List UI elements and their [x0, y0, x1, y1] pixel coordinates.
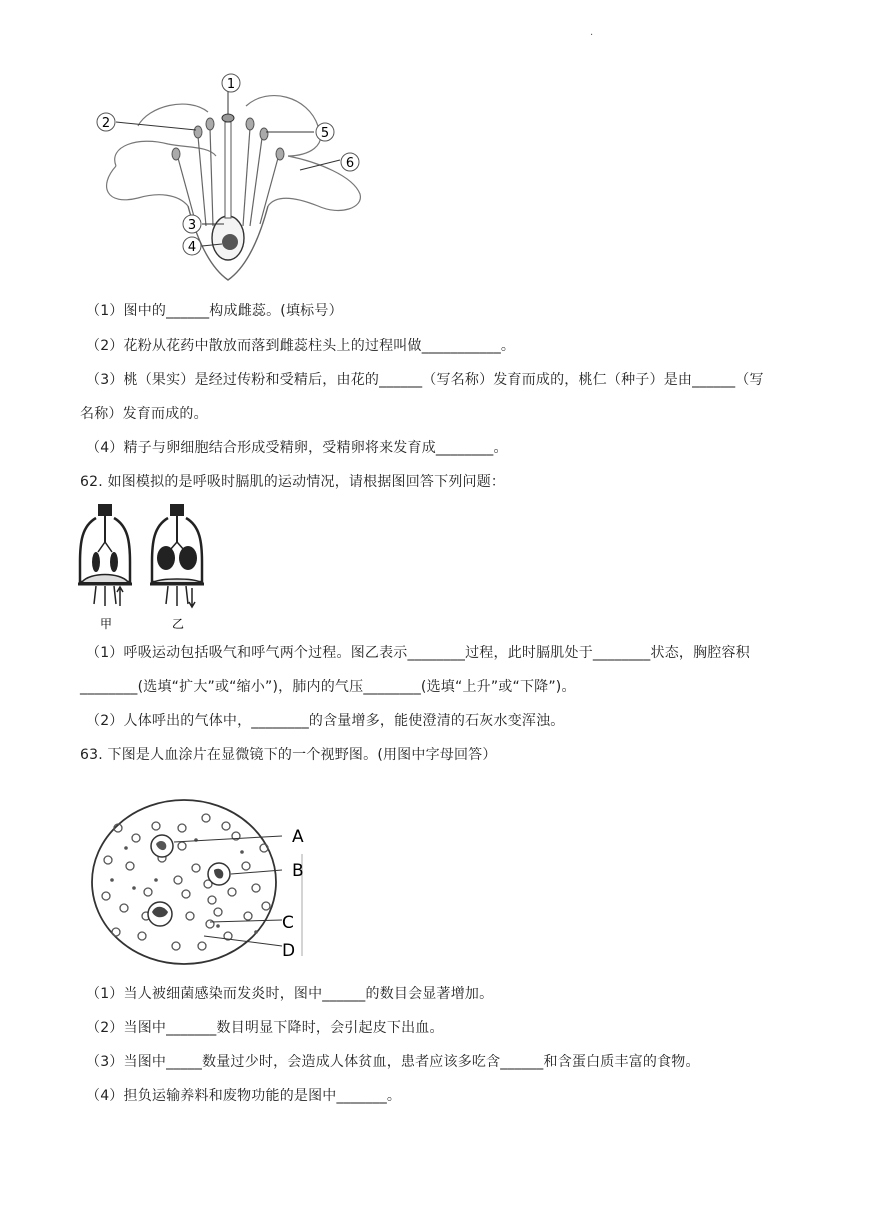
- jar-caption-yi: 乙: [171, 617, 185, 631]
- q61-item-3-cont: 名称）发育而成的。: [80, 406, 208, 422]
- flower-label-5: 5: [320, 126, 330, 141]
- q61-item-2: （2）花粉从花药中散放而落到雌蕊柱头上的过程叫做___________。: [86, 338, 516, 354]
- q63-item-4: （4）担负运输养料和废物功能的是图中_______。: [86, 1088, 402, 1104]
- q62-title: 62. 如图模拟的是呼吸时膈肌的运动情况，请根据图回答下列问题：: [80, 474, 506, 490]
- flower-label-1: 1: [226, 77, 236, 92]
- flower-label-6: 6: [345, 156, 355, 171]
- q61-item-4: （4）精子与卵细胞结合形成受精卵，受精卵将来发育成________。: [86, 440, 508, 456]
- smear-label-C: C: [282, 913, 294, 933]
- page-mark: ·: [590, 30, 594, 41]
- flower-diagram: [78, 66, 378, 288]
- q61-item-3: （3）桃（果实）是经过传粉和受精后，由花的______（写名称）发育而成的，桃仁（种子）是由______（写: [86, 372, 764, 388]
- q63-item-2: （2）当图中_______数目明显下降时，会引起皮下出血。: [86, 1020, 444, 1036]
- q63-item-3: （3）当图中_____数量过少时，会造成人体贫血，患者应该多吃含______和含蛋白质丰富的食物。: [86, 1054, 700, 1070]
- flower-label-4: 4: [187, 240, 197, 255]
- q62-item-1-cont: ________(选填“扩大”或“缩小”)，肺内的气压________(选填“上升”或“下降”)。: [80, 679, 576, 695]
- q63-item-1: （1）当人被细菌感染而发炎时，图中______的数目会显著增加。: [86, 986, 494, 1002]
- jar-caption-jia: 甲: [99, 617, 113, 631]
- bell-jar-diagram: [76, 502, 226, 634]
- smear-label-B: B: [292, 861, 304, 881]
- blood-smear-diagram: [86, 796, 316, 968]
- q62-item-2: （2）人体呼出的气体中，________的含量增多，能使澄清的石灰水变浑浊。: [86, 713, 565, 729]
- flower-label-3: 3: [187, 218, 197, 233]
- q63-title: 63. 下图是人血涂片在显微镜下的一个视野图。(用图中字母回答）: [80, 747, 497, 763]
- q62-item-1: （1）呼吸运动包括吸气和呼气两个过程。图乙表示________过程，此时膈肌处于________状态，胸腔容积: [86, 645, 750, 661]
- smear-label-D: D: [282, 941, 296, 961]
- smear-label-A: A: [292, 827, 304, 847]
- flower-label-2: 2: [101, 116, 111, 131]
- q61-item-1: （1）图中的______构成雌蕊。(填标号）: [86, 303, 343, 319]
